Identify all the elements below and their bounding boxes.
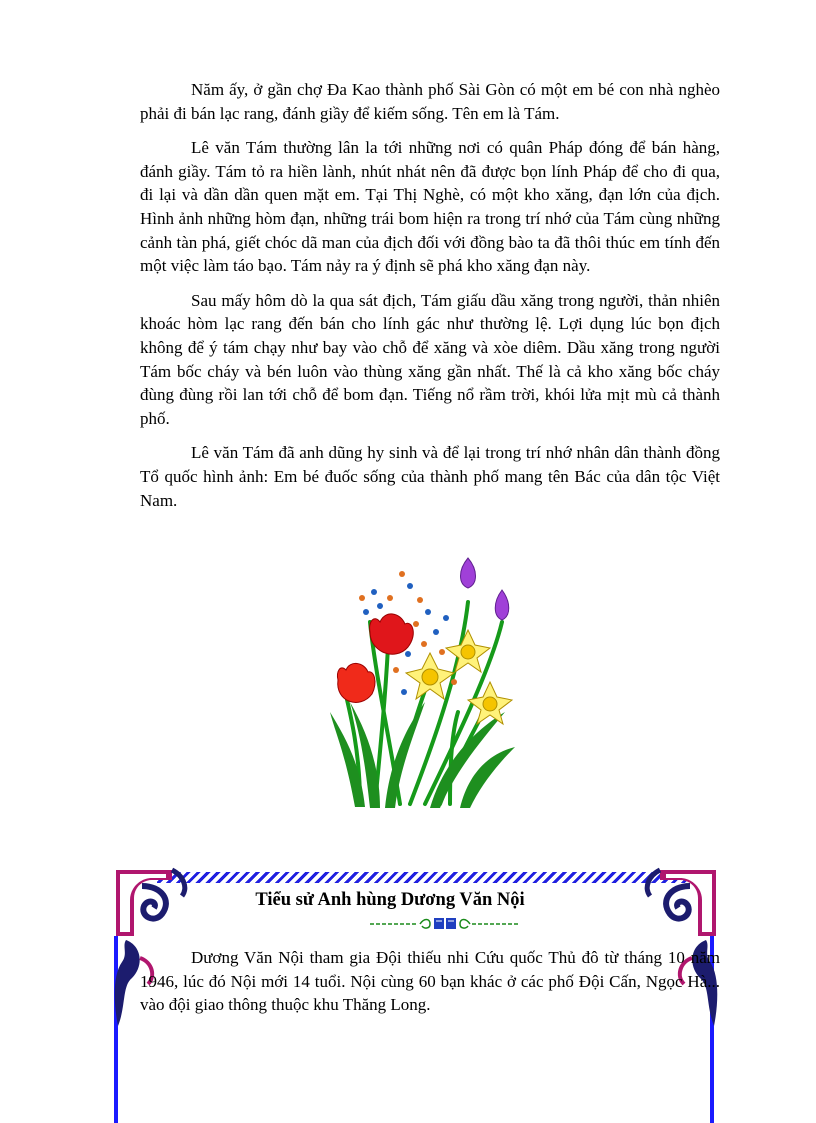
frame-top-border bbox=[157, 872, 705, 883]
title-divider-ornament bbox=[370, 915, 520, 931]
biography-title: Tiểu sử Anh hùng Dương Văn Nội bbox=[255, 890, 525, 910]
story-paragraph-1: Năm ấy, ở gần chợ Đa Kao thành phố Sài Gòn có một em bé con nhà nghèo phải đi bán lạc rang, đánh giầy để kiếm sống. Tên em là Tám. bbox=[140, 80, 720, 123]
story-paragraph-4: Lê văn Tám đã anh dũng hy sinh và để lại trong trí nhớ nhân dân thành đồng Tổ quốc hình ảnh: Em bé đuốc sống của thành phố mang tên Bác của dân tộc Việt Nam. bbox=[140, 443, 720, 510]
book-icon bbox=[434, 918, 456, 929]
story-paragraph-3: Sau mấy hôm dò la qua sát địch, Tám giấu dầu xăng trong người, thản nhiên khoác hòm lạc rang đến bán cho lính gác như thường lệ. Lợi dụng lúc bọn địch không để ý tám chạy như bay vào chỗ để xăng và xòe diêm. Dầu xăng trong người Tám bốc cháy và bén luôn vào thùng xăng gần nhất. Thế là cả kho xăng bốc cháy đùng đùng rồi lan tới chỗ để bom đạn. Tiếng nổ rầm trời, khói lửa mịt mù cả thành phố. bbox=[140, 290, 720, 428]
biography-paragraph: Dương Văn Nội tham gia Đội thiếu nhi Cứu quốc Thủ đô từ tháng 10 năm 1946, lúc đó Nội mới 14 tuổi. Nội cùng 60 bạn khác ở các phố Đội Cấn, Ngọc Hà... vào đội giao thông thuộc khu Thăng Long. bbox=[140, 948, 720, 1015]
story-text bbox=[140, 78, 720, 523]
biography-text bbox=[140, 946, 720, 1017]
story-paragraph-2: Lê văn Tám thường lân la tới những nơi có quân Pháp đóng để bán hàng, đánh giầy. Tám tỏ ra hiền lành, nhút nhát nên đã được bọn lính Pháp để cho đi qua, đi lại và dần dần quen mặt em. Tại Thị Nghè, có một kho xăng, đạn lớn của địch. Hình ảnh những hòm đạn, những trái bom hiện ra trong trí nhớ của Tám cùng những cảnh tàn phá, giết chóc dã man của địch đối với đồng bào ta đã thôi thúc em tính đến một việc làm táo bạo. Tám nảy ra ý định sẽ phá kho xăng đạn này. bbox=[140, 138, 720, 276]
flower-bouquet-illustration bbox=[330, 552, 520, 810]
